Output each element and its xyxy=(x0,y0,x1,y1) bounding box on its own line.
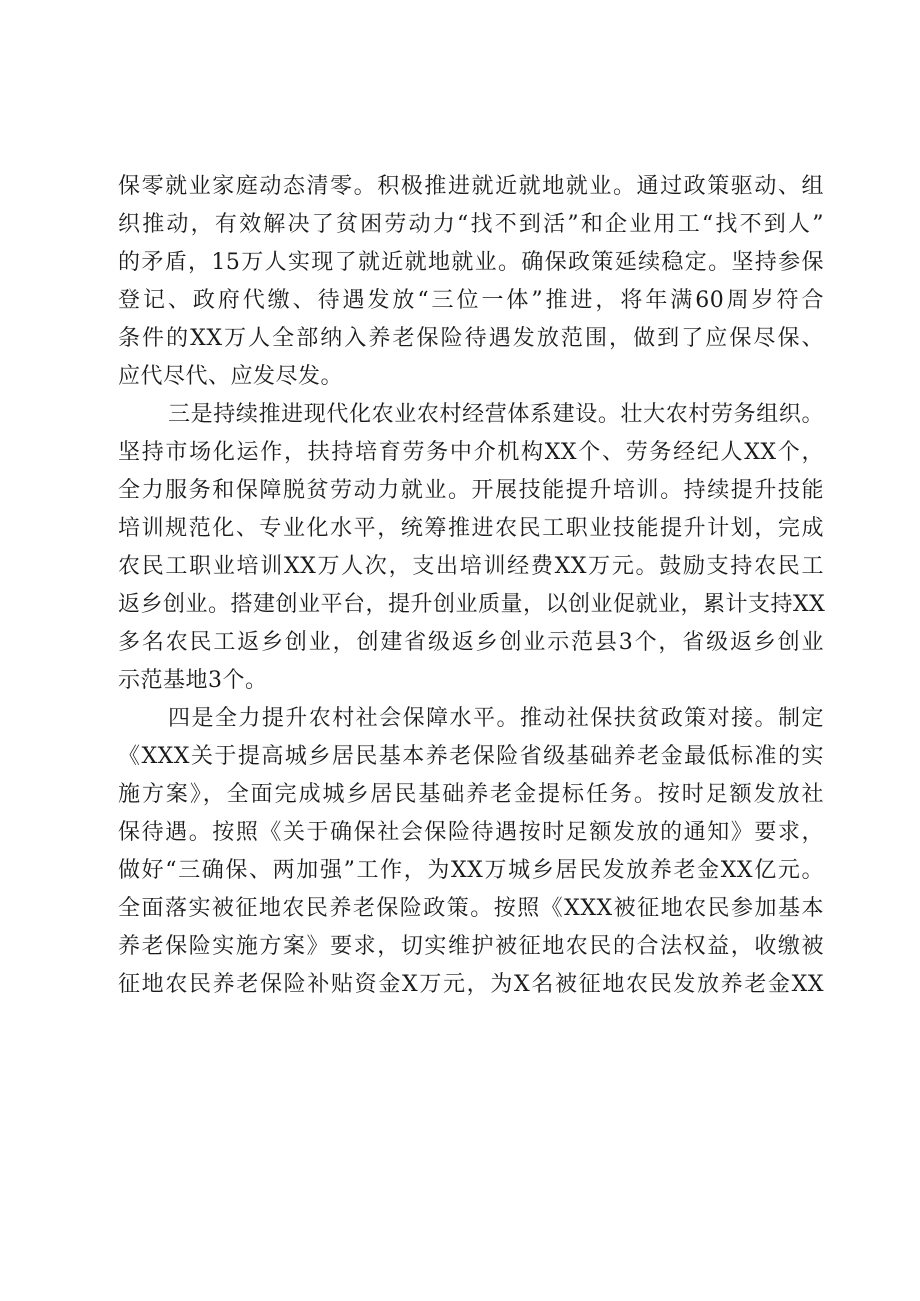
text-line: 征地农民养老保险补贴资金X万元，为X名被征地农民发放养老金XX xyxy=(118,972,824,997)
text-line: 农民工职业培训XX万人次，支出培训经费XX万元。鼓励支持农民工 xyxy=(118,554,824,579)
text-line: 养老保险实施方案》要求，切实维护被征地农民的合法权益，收缴被 xyxy=(118,934,824,959)
text-line: 施方案》，全面完成城乡居民基础养老金提标任务。按时足额发放社 xyxy=(118,782,824,807)
text-line: 《XXX关于提高城乡居民基本养老保险省级基础养老金最低标准的实 xyxy=(118,744,824,769)
text-line: 示范基地3个。 xyxy=(118,668,268,693)
text-line: 培训规范化、专业化水平，统筹推进农民工职业技能提升计划，完成 xyxy=(118,516,824,541)
text-line: 保零就业家庭动态清零。积极推进就近就地就业。通过政策驱动、组 xyxy=(118,174,824,199)
text-line: 多名农民工返乡创业，创建省级返乡创业示范县3个，省级返乡创业 xyxy=(118,630,824,655)
text-line: 保待遇。按照《关于确保社会保险待遇按时足额发放的通知》要求， xyxy=(118,820,824,845)
text-line: 应代尽代、应发尽发。 xyxy=(118,364,344,389)
text-line: 返乡创业。搭建创业平台，提升创业质量，以创业促就业，累计支持XX xyxy=(118,592,826,617)
text-line: 登记、政府代缴、待遇发放“三位一体”推进，将年满60周岁符合 xyxy=(118,288,824,313)
text-line: 四是全力提升农村社会保障水平。推动社保扶贫政策对接。制定 xyxy=(168,706,824,731)
document-body xyxy=(118,168,824,1004)
text-line: 做好“三确保、两加强”工作，为XX万城乡居民发放养老金XX亿元。 xyxy=(118,858,824,883)
paragraph-1 xyxy=(118,168,824,396)
text-line: 全力服务和保障脱贫劳动力就业。开展技能提升培训。持续提升技能 xyxy=(118,478,824,503)
text-line: 织推动，有效解决了贫困劳动力“找不到活”和企业用工“找不到人” xyxy=(118,212,824,237)
paragraph-3 xyxy=(118,700,824,1004)
text-line: 全面落实被征地农民养老保险政策。按照《XXX被征地农民参加基本 xyxy=(118,896,824,921)
text-line: 坚持市场化运作，扶持培育劳务中介机构XX个、劳务经纪人XX个， xyxy=(118,440,824,465)
text-line: 的矛盾，15万人实现了就近就地就业。确保政策延续稳定。坚持参保 xyxy=(118,250,824,275)
paragraph-2 xyxy=(118,396,824,700)
text-line: 条件的XX万人全部纳入养老保险待遇发放范围，做到了应保尽保、 xyxy=(118,326,824,351)
text-line: 三是持续推进现代化农业农村经营体系建设。壮大农村劳务组织。 xyxy=(168,402,824,427)
